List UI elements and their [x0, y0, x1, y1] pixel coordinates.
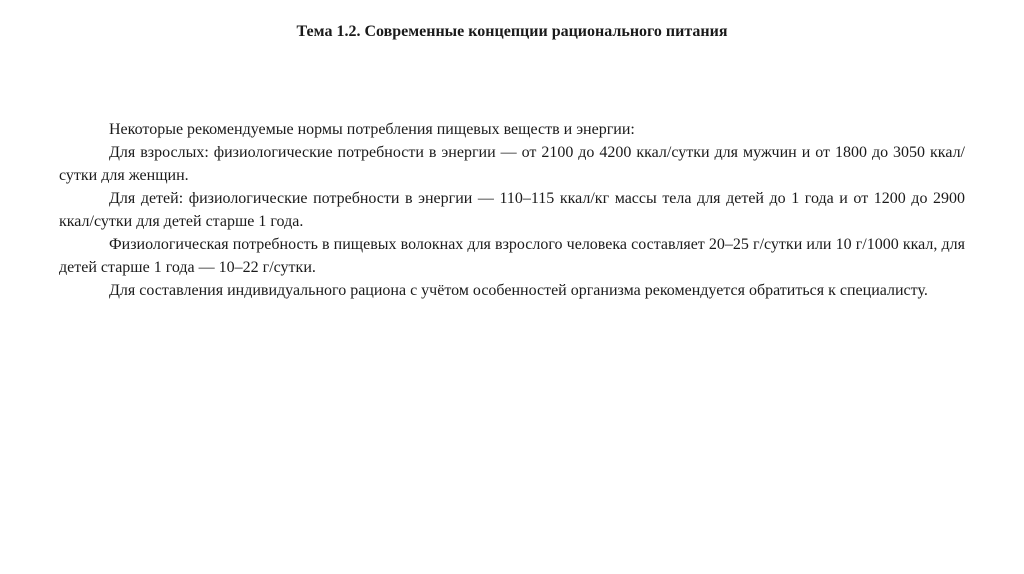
paragraph-children: Для детей: физиологические потребности в энергии — 110–115 ккал/кг массы тела для детей до 1 года и от 1200 до 2900 ккал/сутки для детей старше 1 года.	[59, 190, 965, 230]
paragraph-fiber: Физиологическая потребность в пищевых волокнах для взрослого человека составляет 20–25 г/сутки или 10 г/1000 ккал, для детей старше 1 года — 10–22 г/сутки.	[59, 236, 965, 276]
page-title: Тема 1.2. Современные концепции рационального питания	[296, 23, 728, 40]
body-text	[59, 118, 965, 302]
paragraph-adults: Для взрослых: физиологические потребности в энергии — от 2100 до 4200 ккал/сутки для мужчин и от 1800 до 3050 ккал/сутки для женщин.	[59, 144, 965, 184]
paragraph-specialist: Для составления индивидуального рациона с учётом особенностей организма рекомендуется обратиться к специалисту.	[109, 282, 928, 299]
paragraph-intro: Некоторые рекомендуемые нормы потребления пищевых веществ и энергии:	[109, 121, 635, 138]
